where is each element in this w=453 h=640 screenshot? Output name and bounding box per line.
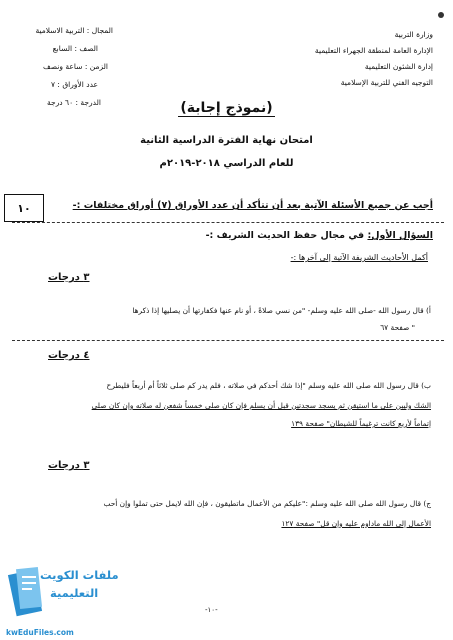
- answer-model-text: (نموذج إجابة): [180, 100, 273, 116]
- time-info: الزمن : ساعة ونصف: [43, 62, 108, 71]
- scan-mark: [438, 12, 444, 18]
- question-b-line3: [291, 418, 431, 429]
- supervision-name: التوجيه الفني للتربية الإسلامية: [340, 78, 433, 87]
- question-a-degrees-text: ٣ درجات: [48, 272, 90, 283]
- question-a-line2: " صفحة ٦٧: [380, 323, 415, 332]
- page-number: -١٠-: [205, 606, 218, 614]
- exam-title: امتحان نهاية الفترة الدراسية الثانية: [140, 135, 313, 146]
- question-c-degrees: [48, 460, 90, 471]
- department-name: إدارة الشئون التعليمية: [364, 62, 433, 71]
- question-b-line2: الشك وليبن على ما استيقن ثم يسجد سجدتين قبل أن يسلم فإن كان صلى خمساً شفعن له صلاته وإن كان صلى: [91, 401, 431, 410]
- divider: [12, 340, 444, 341]
- section-heading-rest: في مجال حفظ الحديث الشريف :-: [205, 230, 368, 241]
- question-a-degrees: [48, 272, 90, 283]
- exam-year: للعام الدراسي ٢٠١٨-٢٠١٩م: [159, 158, 294, 169]
- logo-line1: ملفات الكويت: [40, 568, 119, 582]
- field-info: المجال : التربية الاسلامية: [35, 26, 113, 35]
- marks-info: الدرجة : ٦٠ درجة: [47, 98, 101, 107]
- section-heading: [206, 230, 433, 241]
- question-a-line1: أ) قال رسول الله -صلى الله عليه وسلم- "من نسي صلاةً ، أو نام عنها فكفارتها أن يصليها إذا ذكرها: [132, 306, 431, 315]
- complete-instruction: أكمل الأحاديث الشريفة الآتية إلى آخرها :-: [290, 253, 428, 262]
- question-b-line1: ب) قال رسول الله صلى الله عليه وسلم "إذا شك أحدكم في صلاته ، فلم يدر كم صلى ثلاثاً أم أربعاً فليطرح: [106, 381, 431, 390]
- grade-info: الصف : السابع: [52, 44, 98, 53]
- logo-line2: التعليمية: [50, 586, 99, 600]
- question-c-line2: الأعمال إلى الله ماداوم عليه وإن قل" صفحة ١٢٧: [281, 519, 431, 528]
- question-c-line1: ج) قال رسول الله صلى الله عليه وسلم :"عليكم من الأعمال ماتطيقون ، فإن الله لايمل حتى تملوا وإن أحب: [103, 499, 431, 508]
- section-heading-prefix: السؤال الأول:: [367, 230, 433, 241]
- score-box: ١٠: [4, 194, 44, 222]
- pages-info: عدد الأوراق : ٧: [51, 80, 98, 89]
- question-b-line3-text: إتماماً لأربع كانت ترغيماً للشيطان" صفحة ١٣٩: [291, 419, 431, 428]
- answer-model-title: [0, 100, 453, 116]
- question-b-degrees: [48, 350, 90, 361]
- divider: [12, 222, 444, 223]
- district-name: الإدارة العامة لمنطقة الجهراء التعليمية: [314, 46, 433, 55]
- question-c-degrees-text: ٣ درجات: [48, 460, 90, 471]
- question-b-degrees-text: ٤ درجات: [48, 350, 90, 361]
- logo-url: kwEduFiles.com: [6, 628, 74, 637]
- instructions: أجب عن جميع الأسئلة الآتية بعد أن تتأكد أن عدد الأوراق (٧) أوراق مختلفات :-: [72, 200, 433, 211]
- ministry-name: وزارة التربية: [394, 30, 433, 39]
